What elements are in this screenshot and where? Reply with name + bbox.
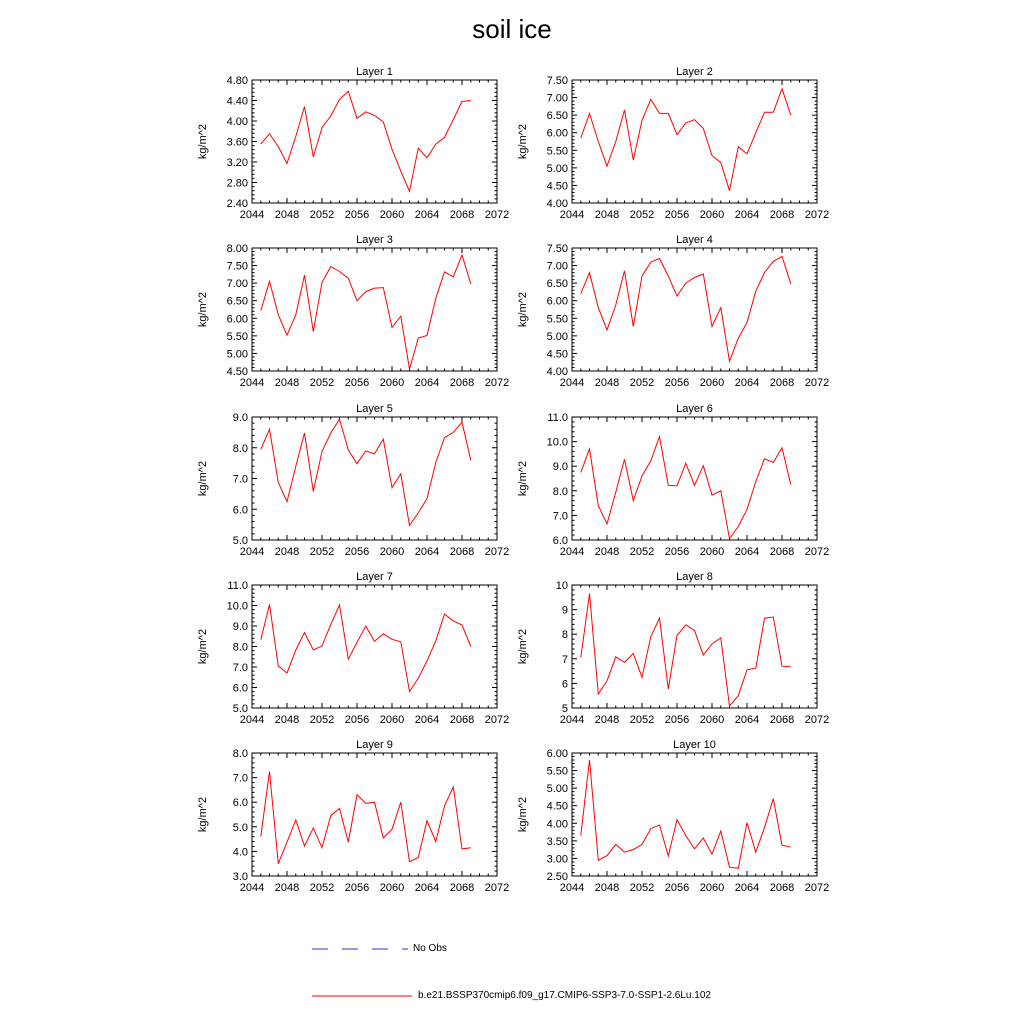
panel-title: Layer 3 [356,234,393,246]
x-tick-label: 2068 [769,546,795,558]
x-tick-label: 2068 [769,714,795,726]
x-tick-label: 2060 [379,546,405,558]
y-tick-label: 8 [561,629,568,642]
y-tick-label: 5.00 [226,348,248,361]
x-tick-label: 2060 [699,209,725,221]
chart-panel-7 [197,571,509,726]
x-tick-label: 2048 [274,377,300,389]
x-tick-label: 2064 [414,714,440,726]
y-tick-label: 5.50 [546,145,568,158]
plot-frame [252,585,497,708]
x-tick-label: 2044 [559,209,585,221]
x-tick-label: 2052 [629,714,655,726]
x-tick-label: 2072 [804,714,830,726]
panel-title: Layer 2 [676,66,713,78]
x-tick-label: 2056 [664,546,690,558]
series-line [581,760,791,868]
x-tick-label: 2052 [629,546,655,558]
y-tick-label: 4.50 [546,180,568,193]
x-tick-label: 2064 [734,714,760,726]
plot-frame [252,753,497,876]
x-tick-label: 2048 [274,209,300,221]
series-line [261,605,471,692]
y-tick-label: 4.50 [546,800,568,813]
x-tick-label: 2044 [559,714,585,726]
y-tick-label: 6.50 [546,278,568,291]
y-axis-label: kg/m^2 [197,460,209,497]
y-tick-label: 9.0 [232,412,248,424]
x-tick-label: 2048 [594,882,620,894]
x-tick-label: 2060 [379,882,405,894]
x-tick-label: 2052 [629,882,655,894]
x-tick-label: 2056 [664,714,690,726]
x-tick-label: 2064 [734,209,760,221]
x-tick-label: 2072 [804,546,830,558]
y-tick-label: 8.0 [232,748,248,760]
x-tick-label: 2052 [309,377,335,389]
x-tick-label: 2044 [239,377,265,389]
y-tick-label: 11.0 [547,412,568,424]
x-tick-label: 2064 [734,546,760,558]
y-tick-label: 7.50 [546,243,568,255]
y-tick-label: 4.50 [546,348,568,361]
y-tick-label: 6.50 [226,295,248,308]
x-tick-label: 2072 [804,377,830,389]
x-tick-label: 2064 [414,209,440,221]
plot-frame [572,753,817,876]
y-tick-label: 7.0 [232,662,248,674]
chart-panel-9 [197,739,509,894]
x-tick-label: 2060 [379,209,405,221]
y-tick-label: 5.00 [546,162,568,175]
y-tick-label: 3.00 [546,853,568,866]
y-tick-label: 5 [561,703,568,715]
y-axis-label: kg/m^2 [517,628,529,665]
y-tick-label: 4.00 [546,818,568,831]
panel-title: Layer 5 [356,403,393,415]
y-tick-label: 7.50 [226,260,248,273]
y-tick-label: 2.40 [226,198,248,210]
x-tick-label: 2060 [699,377,725,389]
x-tick-label: 2072 [484,882,510,894]
x-tick-label: 2044 [239,882,265,894]
y-tick-label: 2.50 [546,871,568,883]
y-axis-label: kg/m^2 [517,460,529,497]
y-tick-label: 2.80 [226,177,248,190]
x-tick-label: 2052 [309,546,335,558]
x-tick-label: 2052 [309,714,335,726]
y-axis-label: kg/m^2 [197,796,209,833]
series-line [581,594,791,706]
y-tick-label: 6.0 [232,797,248,810]
y-tick-label: 7.0 [232,473,248,486]
y-tick-label: 4.00 [546,198,568,210]
x-tick-label: 2072 [804,209,830,221]
x-tick-label: 2056 [344,714,370,726]
y-tick-label: 6.0 [552,535,568,547]
x-tick-label: 2044 [559,377,585,389]
x-tick-label: 2068 [449,882,475,894]
plot-frame [572,417,817,540]
y-tick-label: 4.40 [226,95,248,108]
y-tick-label: 7.00 [226,278,248,291]
y-tick-label: 5.50 [226,330,248,343]
series-line [261,772,471,864]
y-tick-label: 10.0 [226,600,248,613]
x-tick-label: 2068 [449,209,475,221]
series-line [261,419,471,525]
y-tick-label: 6.0 [232,504,248,517]
y-tick-label: 8.0 [232,641,248,654]
no-obs-legend-label: No Obs [413,943,447,954]
panel-title: Layer 4 [676,234,713,246]
x-tick-label: 2068 [449,377,475,389]
y-tick-label: 5.00 [546,330,568,343]
chart-panel-8 [517,571,829,726]
x-tick-label: 2048 [594,714,620,726]
y-tick-label: 11.0 [227,580,248,592]
x-tick-label: 2072 [484,209,510,221]
plot-frame [252,248,497,371]
x-tick-label: 2052 [629,209,655,221]
x-tick-label: 2056 [664,882,690,894]
x-tick-label: 2048 [594,209,620,221]
no-obs-legend-swatch [310,943,410,955]
y-axis-label: kg/m^2 [197,628,209,665]
y-tick-label: 9.0 [552,461,568,474]
series-line [261,255,471,369]
x-tick-label: 2072 [484,546,510,558]
chart-panel-3 [197,234,509,389]
panel-title: Layer 8 [676,571,713,583]
x-tick-label: 2060 [379,714,405,726]
y-tick-label: 6 [561,678,568,691]
y-tick-label: 5.0 [232,821,248,834]
y-tick-label: 6.50 [546,110,568,123]
chart-panel-5 [197,403,509,558]
y-tick-label: 4.80 [226,75,248,87]
y-tick-label: 3.20 [226,157,248,169]
y-tick-label: 8.00 [226,243,248,255]
y-axis-label: kg/m^2 [197,123,209,160]
y-tick-label: 10 [555,580,568,592]
panel-title: Layer 1 [356,66,393,78]
plot-frame [252,80,497,203]
y-tick-label: 10.0 [546,436,568,449]
y-tick-label: 7.00 [546,260,568,273]
y-axis-label: kg/m^2 [517,291,529,328]
y-tick-label: 5.0 [232,535,248,547]
x-tick-label: 2048 [594,546,620,558]
x-tick-label: 2060 [699,714,725,726]
y-axis-label: kg/m^2 [517,796,529,833]
model-legend-label: b.e21.BSSP370cmip6.f09_g17.CMIP6-SSP3-7.0-SSP1-2.6Lu.102 [418,990,711,1001]
plot-frame [572,80,817,203]
y-tick-label: 3.0 [232,871,248,883]
x-tick-label: 2064 [734,882,760,894]
plot-frame [252,417,497,540]
x-tick-label: 2064 [414,882,440,894]
x-tick-label: 2060 [699,882,725,894]
x-tick-label: 2068 [449,714,475,726]
model-legend-swatch [310,990,414,1002]
series-line [581,89,791,191]
x-tick-label: 2072 [484,714,510,726]
y-tick-label: 5.0 [232,703,248,715]
x-tick-label: 2044 [559,882,585,894]
x-tick-label: 2048 [594,377,620,389]
series-line [581,437,791,539]
x-tick-label: 2068 [449,546,475,558]
x-tick-label: 2068 [769,377,795,389]
y-tick-label: 4.00 [546,366,568,378]
x-tick-label: 2056 [344,546,370,558]
y-tick-label: 5.50 [546,765,568,778]
chart-panel-10 [517,739,829,894]
y-tick-label: 5.00 [546,783,568,796]
x-tick-label: 2052 [309,882,335,894]
x-tick-label: 2064 [414,377,440,389]
x-tick-label: 2052 [629,377,655,389]
y-tick-label: 9 [561,604,568,617]
y-tick-label: 6.00 [546,127,568,140]
x-tick-label: 2048 [274,882,300,894]
chart-panel-6 [517,403,829,558]
panel-title: Layer 6 [676,403,713,415]
y-tick-label: 8.0 [552,485,568,498]
y-tick-label: 7.0 [232,772,248,785]
y-tick-label: 6.00 [226,313,248,326]
series-line [261,91,471,191]
y-tick-label: 5.50 [546,313,568,326]
x-tick-label: 2072 [484,377,510,389]
plot-frame [572,248,817,371]
x-tick-label: 2048 [274,714,300,726]
x-tick-label: 2048 [274,546,300,558]
y-tick-label: 6.00 [546,748,568,760]
x-tick-label: 2056 [664,209,690,221]
y-tick-label: 3.50 [546,835,568,848]
x-tick-label: 2060 [379,377,405,389]
y-axis-label: kg/m^2 [197,291,209,328]
x-tick-label: 2068 [769,882,795,894]
x-tick-label: 2068 [769,209,795,221]
y-tick-label: 8.0 [232,442,248,455]
x-tick-label: 2064 [734,377,760,389]
y-tick-label: 7.00 [546,92,568,105]
panel-title: Layer 7 [356,571,393,583]
plot-frame [572,585,817,708]
y-tick-label: 9.0 [232,621,248,633]
x-tick-label: 2056 [664,377,690,389]
x-tick-label: 2044 [239,546,265,558]
y-tick-label: 7.50 [546,75,568,87]
y-tick-label: 7 [561,653,568,666]
x-tick-label: 2044 [559,546,585,558]
series-line [581,256,791,361]
panel-title: Layer 9 [356,739,393,751]
x-tick-label: 2060 [699,546,725,558]
y-tick-label: 6.0 [232,682,248,695]
chart-panel-4 [517,234,829,389]
y-tick-label: 3.60 [226,136,248,149]
panel-title: Layer 10 [673,739,716,751]
x-tick-label: 2064 [414,546,440,558]
y-axis-label: kg/m^2 [517,123,529,160]
x-tick-label: 2072 [804,882,830,894]
y-tick-label: 4.00 [226,116,248,128]
x-tick-label: 2052 [309,209,335,221]
y-tick-label: 4.50 [226,366,248,378]
chart-panel-1 [197,66,509,221]
y-tick-label: 7.0 [552,510,568,523]
y-tick-label: 6.00 [546,295,568,308]
page-title: soil ice [472,14,552,44]
chart-panel-2 [517,66,829,221]
y-tick-label: 4.0 [232,846,248,859]
x-tick-label: 2044 [239,714,265,726]
x-tick-label: 2056 [344,377,370,389]
x-tick-label: 2056 [344,209,370,221]
x-tick-label: 2044 [239,209,265,221]
x-tick-label: 2056 [344,882,370,894]
